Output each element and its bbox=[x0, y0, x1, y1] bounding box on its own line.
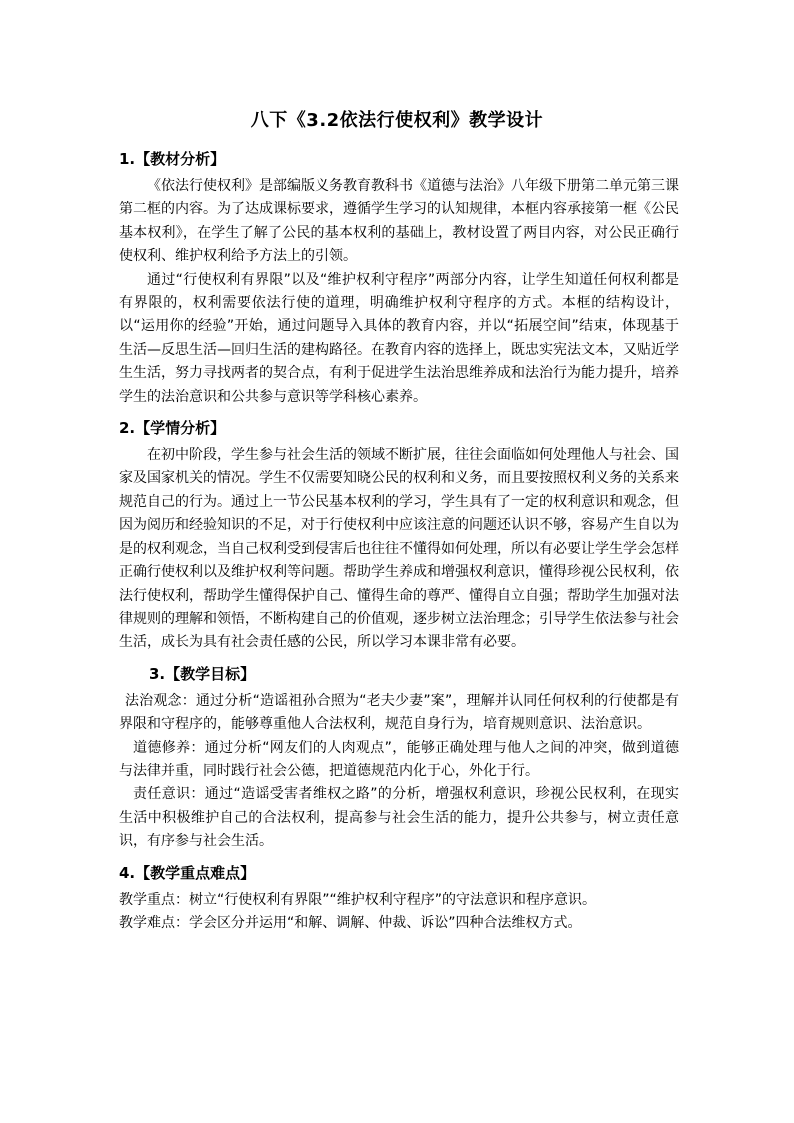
section-learner-analysis bbox=[119, 417, 679, 655]
paragraph: 《依法行使权利》是部编版义务教育教科书《道德与法治》八年级下册第二单元第三课第二框的内容。为了达成课标要求，遵循学生学习的认知规律，本框内容承接第一框《公民基本权利》，在学生了解了公民的基本权利的基础上，教材设置了两目内容，对公民正确行使权利、维护权利给予方法上的引领。 bbox=[119, 178, 679, 265]
section-key-points bbox=[119, 862, 679, 936]
paragraph: 法治观念：通过分析“造谣祖孙合照为“老夫少妻”案”，理解并认同任何权利的行使都是有界限和守程序的，能够尊重他人合法权利，规范自身行为，培育规则意识、法治意识。 bbox=[119, 692, 679, 733]
paragraph: 教学难点：学会区分并运用“和解、调解、仲裁、诉讼”四种合法维权方式。 bbox=[119, 914, 582, 931]
section-teaching-objectives bbox=[119, 663, 679, 854]
section-heading: 4.【教学重点难点】 bbox=[119, 863, 256, 882]
paragraph: 道德修养：通过分析“网友们的人肉观点”，能够正确处理与他人之间的冲突，做到道德与法律并重，同时践行社会公德，把道德规范内化于心，外化于行。 bbox=[119, 739, 679, 779]
section-heading: 3.【教学目标】 bbox=[149, 664, 256, 683]
section-textbook-analysis bbox=[119, 148, 679, 409]
document-body bbox=[119, 148, 679, 943]
paragraph: 在初中阶段，学生参与社会生活的领域不断扩展，往往会面临如何处理他人与社会、国家及国家机关的情况。学生不仅需要知晓公民的权利和义务，而且要按照权利义务的关系来规范自己的行为。通过上一节公民基本权利的学习，学生具有了一定的权利意识和观念，但因为阅历和经验知识的不足，对于行使权利中应该注意的问题还认识不够，容易产生自以为是的权利观念，当自己权利受到侵害后也往往不懂得如何处理，所以有必要让学生学会怎样正确行使权利以及维护权利等问题。帮助学生养成和增强权利意识，懂得珍视公民权利，依法行使权利，帮助学生懂得保护自己、懂得生命的尊严、懂得自立自强；帮助学生加强对法律规则的理解和领悟，不断构建自己的价值观，逐步树立法治理念；引导学生依法参与社会生活，成长为具有社会责任感的公民，所以学习本课非常有必要。 bbox=[119, 447, 679, 651]
section-heading: 2.【学情分析】 bbox=[119, 419, 226, 438]
document-title: 八下《3.2依法行使权利》教学设计 bbox=[250, 110, 544, 131]
paragraph: 责任意识：通过“造谣受害者维权之路”的分析，增强权利意识，珍视公民权利，在现实生活中积极维护自己的合法权利，提高参与社会生活的能力，提升公共参与，树立责任意识，有序参与社会生活。 bbox=[119, 786, 679, 850]
paragraph: 教学重点：树立“行使权利有界限”“维护权利守程序”的守法意识和程序意识。 bbox=[119, 891, 597, 908]
section-heading: 1.【教材分析】 bbox=[119, 150, 226, 168]
paragraph: 通过“行使权利有界限”以及“维护权利守程序”两部分内容，让学生知道任何权利都是有界限的，权利需要依法行使的道理，明确维护权利守程序的方式。本框的结构设计，以“运用你的经验”开始，通过问题导入具体的教育内容，并以“拓展空间”结束，体现基于生活—反思生活—回归生活的建构路径。在教育内容的选择上，既忠实宪法文本，又贴近学生生活，努力寻找两者的契合点，有利于促进学生法治思维养成和法治行为能力提升，培养学生的法治意识和公共参与意识等学科核心素养。 bbox=[119, 271, 679, 405]
